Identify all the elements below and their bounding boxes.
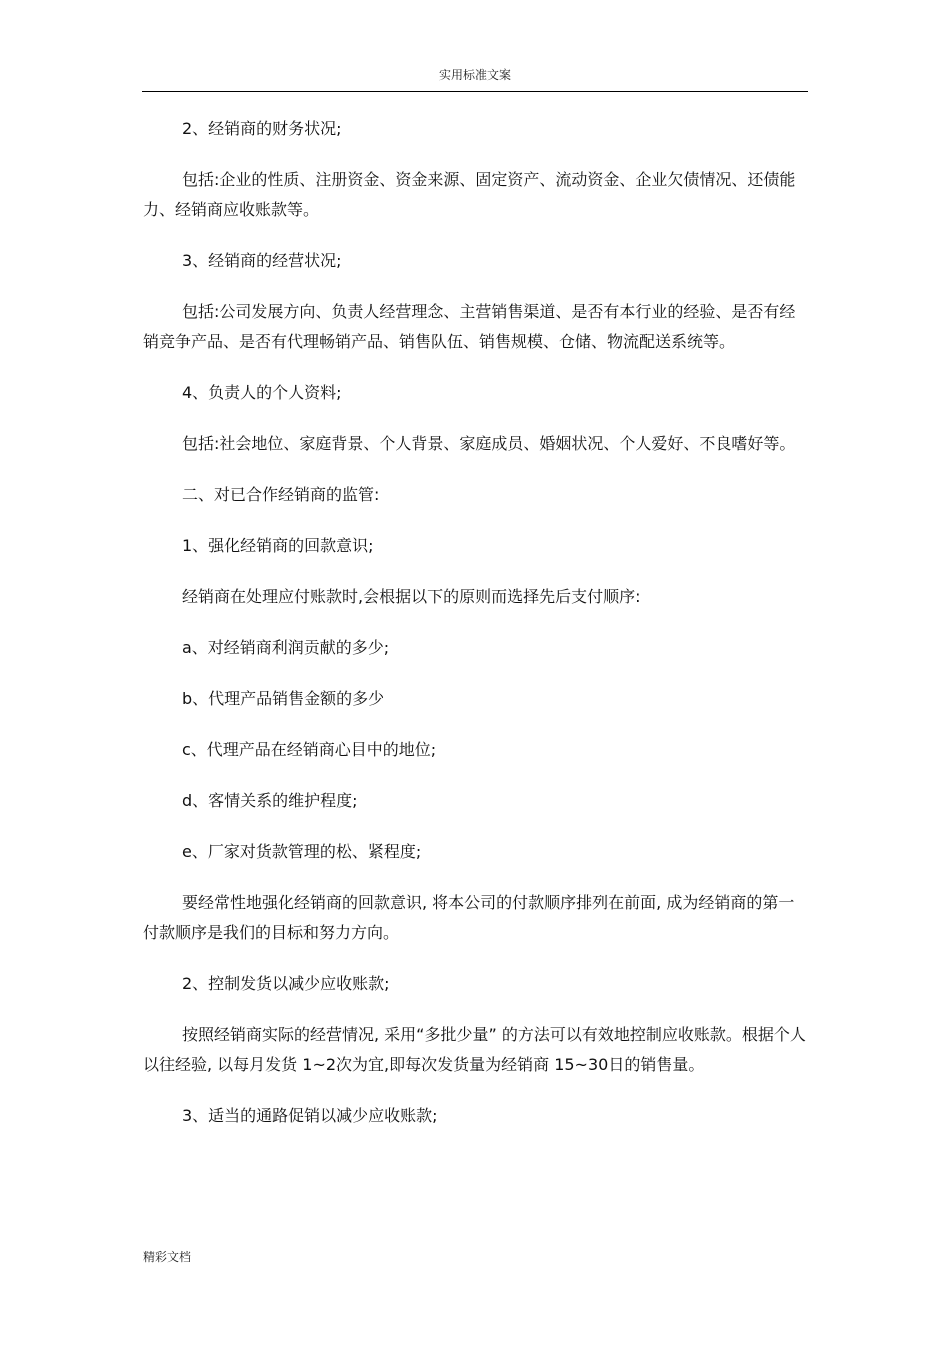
section-heading-channel-promotion: 3、适当的通路促销以减少应收账款; xyxy=(182,1106,438,1125)
paragraph-payment-order-intro: 经销商在处理应付账款时,会根据以下的原则而选择先后支付顺序: xyxy=(182,587,641,606)
paragraph-personal-detail: 包括:社会地位、家庭背景、个人背景、家庭成员、婚姻状况、个人爱好、不良嗜好等。 xyxy=(182,434,796,453)
page-footer: 精彩文档 xyxy=(143,1250,192,1264)
paragraph-payment-goal: 要经常性地强化经销商的回款意识, 将本公司的付款顺序排列在前面, 成为经销商的第一付款顺序是我们的目标和努力方向。 xyxy=(143,893,795,942)
section-heading-supervision: 二、对已合作经销商的监管: xyxy=(182,485,380,504)
section-heading-shipment-control: 2、控制发货以减少应收账款; xyxy=(182,974,390,993)
header-divider xyxy=(142,91,808,92)
paragraph-shipment-detail: 按照经销商实际的经营情况, 采用“多批少量” 的方法可以有效地控制应收账款。根据个人以往经验, 以每月发货 1~2次为宜,即每次发货量为经销商 15~30日的销售量。 xyxy=(143,1025,806,1074)
list-item-a: a、对经销商利润贡献的多少; xyxy=(182,638,390,657)
section-heading-finance: 2、经销商的财务状况; xyxy=(182,119,342,138)
list-item-e: e、厂家对货款管理的松、紧程度; xyxy=(182,842,422,861)
paragraph-operation-detail: 包括:公司发展方向、负责人经营理念、主营销售渠道、是否有本行业的经验、是否有经销竞争产品、是否有代理畅销产品、销售队伍、销售规模、仓储、物流配送系统等。 xyxy=(143,302,796,351)
list-item-c: c、代理产品在经销商心目中的地位; xyxy=(182,740,437,759)
paragraph-finance-detail: 包括:企业的性质、注册资金、资金来源、固定资产、流动资金、企业欠债情况、还债能力、经销商应收账款等。 xyxy=(143,170,796,219)
section-heading-personal: 4、负责人的个人资料; xyxy=(182,383,342,402)
document-body xyxy=(143,114,808,1131)
list-item-d: d、客情关系的维护程度; xyxy=(182,791,358,810)
section-heading-payment-awareness: 1、强化经销商的回款意识; xyxy=(182,536,374,555)
page-header: 实用标准文案 xyxy=(438,68,511,82)
section-heading-operation: 3、经销商的经营状况; xyxy=(182,251,342,270)
list-item-b: b、代理产品销售金额的多少 xyxy=(182,689,385,708)
